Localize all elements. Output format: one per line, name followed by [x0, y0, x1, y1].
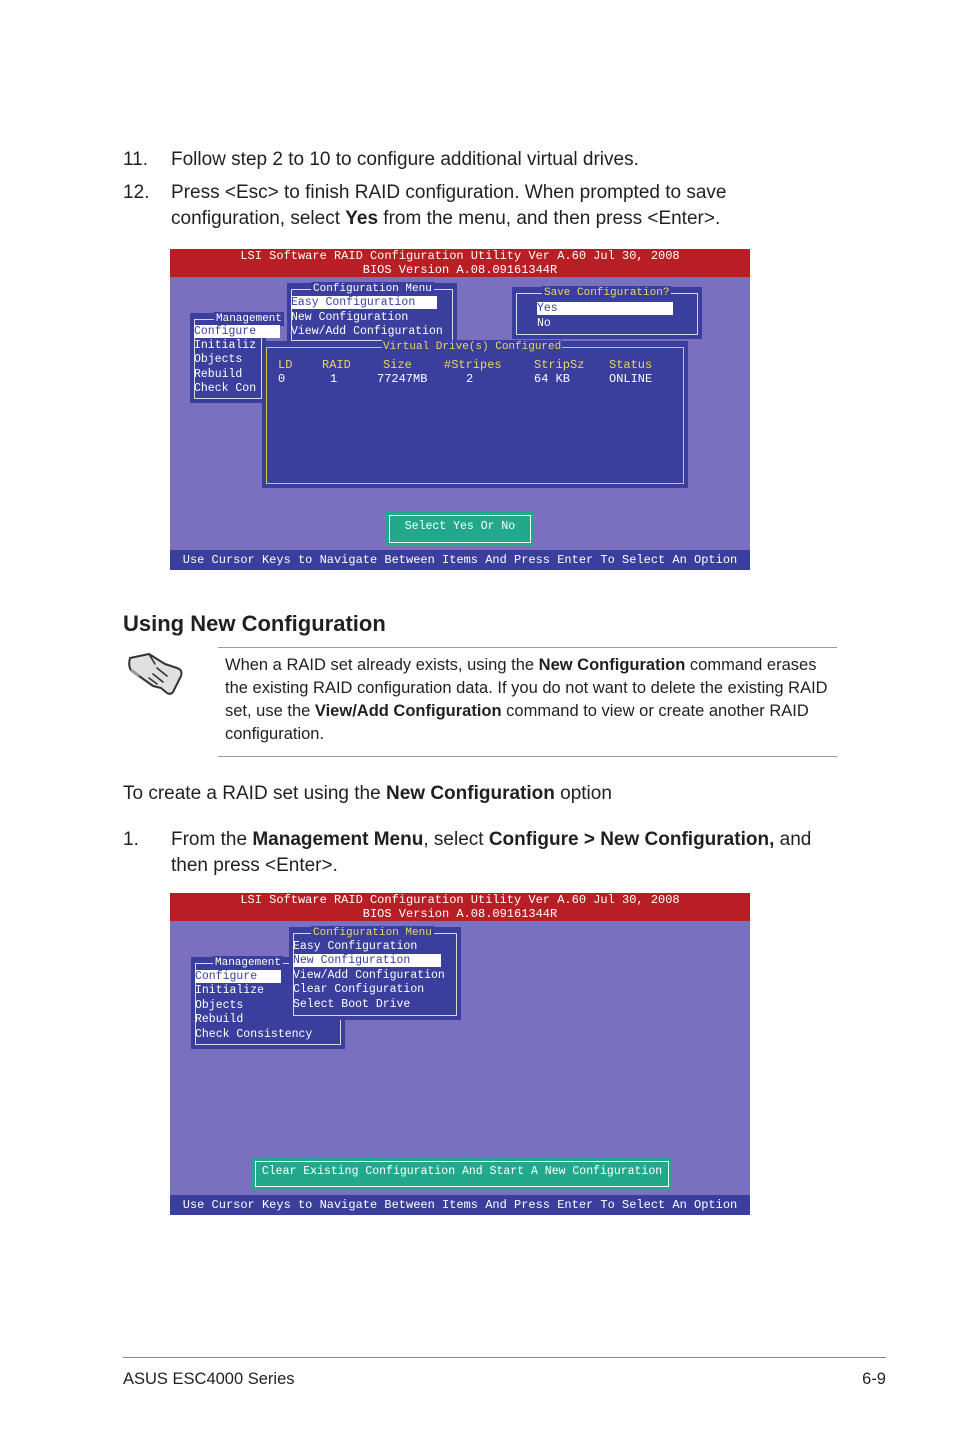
- cell-raid: 1: [330, 372, 338, 386]
- menu-item-objects[interactable]: Objects: [195, 999, 244, 1012]
- config-item-view-add[interactable]: View/Add Configuration: [291, 325, 443, 338]
- menu-item-configure[interactable]: Configure: [194, 325, 280, 338]
- step-number: 1.: [123, 829, 139, 850]
- footer-rule: [123, 1357, 886, 1358]
- management-menu: Management Configure Initialize Objects Rebuild Check Consistency: [191, 957, 345, 1049]
- config-item-easy[interactable]: Easy Configuration: [291, 296, 437, 309]
- configuration-menu: Configuration Menu Easy Configuration New Configuration View/Add Configuration Clear Configuration Select Boot Drive: [289, 927, 461, 1020]
- raid-utility-screenshot-2: [170, 893, 750, 1215]
- status-bar: Use Cursor Keys to Navigate Between Items And Press Enter To Select An Option: [170, 550, 750, 570]
- menu-item-rebuild[interactable]: Rebuild: [195, 1013, 244, 1026]
- status-bar: Use Cursor Keys to Navigate Between Items And Press Enter To Select An Option: [170, 1195, 750, 1215]
- hint-box: Clear Existing Configuration And Start A New Configuration: [252, 1158, 672, 1190]
- col-stripsz: StripSz: [534, 358, 585, 372]
- save-option-yes[interactable]: Yes: [537, 302, 673, 315]
- hand-icon: [127, 650, 187, 701]
- menu-item-objects[interactable]: Objects: [194, 353, 243, 366]
- step-text: Follow step 2 to 10 to configure additional virtual drives.: [171, 149, 639, 170]
- note-top-rule: [218, 647, 837, 648]
- cell-stripes: 2: [466, 372, 474, 386]
- config-item-select-boot[interactable]: Select Boot Drive: [293, 998, 411, 1011]
- menu-item-check-consistency[interactable]: Check Consistency: [195, 1028, 313, 1041]
- step-number: 12.: [123, 182, 150, 203]
- config-item-new[interactable]: New Configuration: [291, 311, 409, 324]
- col-stripes: #Stripes: [444, 358, 502, 372]
- management-menu: Management Configure Initializ Objects Rebuild Check Con: [190, 313, 266, 403]
- configuration-menu: Configuration Menu Easy Configuration New Configuration View/Add Configuration: [287, 283, 457, 345]
- note-bottom-rule: [218, 756, 837, 757]
- step-text: From the Management Menu, select Configure > New Configuration, and then press <Enter>.: [171, 829, 812, 876]
- step-number: 11.: [123, 149, 149, 170]
- config-item-new[interactable]: New Configuration: [293, 954, 441, 967]
- config-item-easy[interactable]: Easy Configuration: [293, 940, 418, 953]
- save-configuration-dialog: Save Configuration? Yes No: [512, 287, 702, 339]
- cell-size: 77247MB: [377, 372, 428, 386]
- cell-stripsz: 64 KB: [534, 372, 571, 386]
- config-item-clear[interactable]: Clear Configuration: [293, 983, 425, 996]
- menu-item-initialize[interactable]: Initializ: [194, 339, 257, 352]
- footer-product: ASUS ESC4000 Series: [123, 1370, 295, 1388]
- cell-status: ONLINE: [609, 372, 653, 386]
- menu-item-check-consistency[interactable]: Check Con: [194, 382, 257, 395]
- footer-page-number: 6-9: [862, 1370, 886, 1388]
- section-title: Using New Configuration: [123, 611, 386, 636]
- cell-ld: 0: [278, 372, 286, 386]
- save-option-no[interactable]: No: [537, 317, 551, 330]
- raid-utility-screenshot-1: [170, 249, 750, 570]
- note-text: When a RAID set already exists, using the New Configuration command erases the existing RAID configuration data. If you do not want to delete the existing RAID set, use the View/Add Configuration command to view or create another RAID configuration.: [225, 656, 828, 743]
- title-bar: LSI Software RAID Configuration Utility Ver A.60 Jul 30, 2008 BIOS Version A.08.09161344R: [170, 893, 750, 921]
- intro-line: To create a RAID set using the New Configuration option: [123, 783, 612, 804]
- col-status: Status: [609, 358, 653, 372]
- col-raid: RAID: [322, 358, 351, 372]
- menu-item-rebuild[interactable]: Rebuild: [194, 368, 243, 381]
- title-bar: LSI Software RAID Configuration Utility Ver A.60 Jul 30, 2008 BIOS Version A.08.09161344R: [170, 249, 750, 277]
- config-item-view-add[interactable]: View/Add Configuration: [293, 969, 445, 982]
- menu-item-configure[interactable]: Configure: [195, 970, 281, 983]
- col-size: Size: [383, 358, 412, 372]
- step-text: Press <Esc> to finish RAID configuration. When prompted to save configuration, select Yes from the menu, and then press <Enter>.: [171, 182, 727, 229]
- hint-box: Select Yes Or No: [386, 512, 534, 546]
- col-ld: LD: [278, 358, 293, 372]
- menu-item-initialize[interactable]: Initialize: [195, 984, 265, 997]
- virtual-drives-panel: Virtual Drive(s) Configured LD RAID Size #Stripes StripSz Status 0 1 77247MB 2 64 KB ONLINE: [262, 341, 688, 488]
